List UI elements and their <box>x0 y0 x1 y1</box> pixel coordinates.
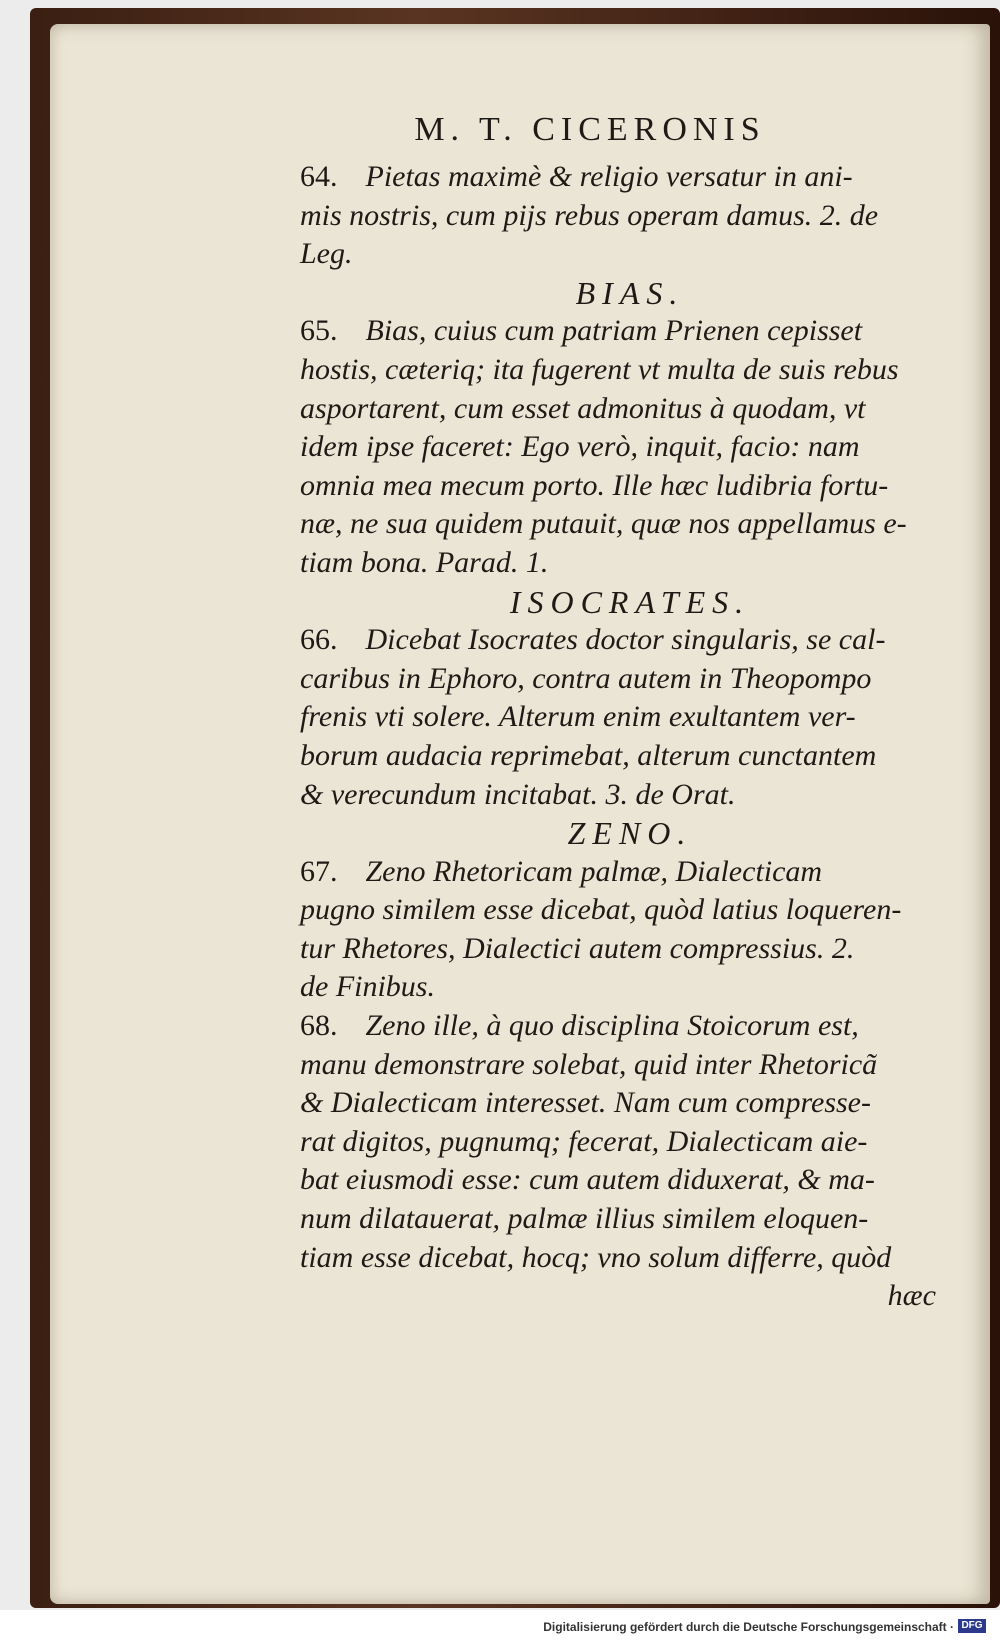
running-head: M. T. CICERONIS <box>414 111 766 148</box>
text-line <box>300 1161 960 1200</box>
page-text-block <box>300 108 960 1315</box>
text-lines <box>300 158 960 1277</box>
section-heading: BIAS. <box>575 274 685 311</box>
line-text: rat digitos, pugnumq; fecerat, Dialecticam aie- <box>300 1124 868 1158</box>
line-text: tiam esse dicebat, hocq; vno solum differre, quòd <box>300 1240 892 1274</box>
section-heading: ZENO. <box>567 815 693 852</box>
line-text: Zeno ille, à quo disciplina Stoicorum est, <box>365 1009 859 1043</box>
line-text: & Dialecticam interesset. Nam cum compresse- <box>300 1086 871 1120</box>
text-line <box>300 660 960 699</box>
text-line <box>300 891 960 930</box>
text-line <box>300 621 960 660</box>
line-text: Zeno Rhetoricam palmæ, Dialecticam <box>365 854 823 888</box>
text-line <box>300 467 960 506</box>
entry-number: 64. <box>300 160 338 193</box>
line-text: borum audacia reprimebat, alterum cunctantem <box>300 738 877 772</box>
text-line <box>300 351 960 390</box>
text-line <box>300 776 960 815</box>
line-text: bat eiusmodi esse: cum autem diduxerat, & ma- <box>300 1163 875 1197</box>
text-line <box>300 1046 960 1085</box>
line-text: hostis, cæteriq; ita fugerent vt multa de suis rebus <box>300 352 899 386</box>
text-line <box>300 1123 960 1162</box>
text-line <box>300 853 960 892</box>
footer-bar <box>0 1610 1000 1642</box>
text-line <box>300 698 960 737</box>
entry-number: 67. <box>300 854 338 888</box>
text-line <box>300 737 960 776</box>
entry-number: 66. <box>300 623 338 657</box>
text-line <box>300 312 960 351</box>
text-line <box>300 235 960 274</box>
line-text: Dicebat Isocrates doctor singularis, se cal- <box>365 623 886 657</box>
text-line <box>300 158 960 197</box>
text-line <box>300 428 960 467</box>
text-line <box>300 1084 960 1123</box>
line-text: næ, ne sua quidem putauit, quæ nos appellamus e- <box>300 507 907 541</box>
text-line <box>300 390 960 429</box>
text-line <box>300 1200 960 1239</box>
line-text: de Finibus. <box>300 970 435 1004</box>
line-text: mis nostris, cum pijs rebus operam damus. 2. de <box>300 198 879 232</box>
line-text: frenis vti solere. Alterum enim exultantem ver- <box>300 700 856 734</box>
line-text: pugno similem esse dicebat, quòd latius loqueren- <box>300 893 902 927</box>
section-heading: ISOCRATES. <box>509 583 751 620</box>
line-text: Bias, cuius cum patriam Prienen cepisset <box>365 314 863 348</box>
footer-credit: Digitalisierung gefördert durch die Deutsche Forschungsgemeinschaft · <box>543 1620 954 1634</box>
line-text: omnia mea mecum porto. Ille hæc ludibria fortu- <box>300 468 889 502</box>
entry-number: 68. <box>300 1009 338 1043</box>
dfg-logo-icon: DFG <box>958 1619 986 1633</box>
line-text: tiam bona. Parad. 1. <box>300 545 549 579</box>
line-text: tur Rhetores, Dialectici autem compressius. 2. <box>300 931 855 965</box>
line-text: Leg. <box>300 237 353 271</box>
catchword: hæc <box>887 1279 936 1313</box>
text-line <box>300 968 960 1007</box>
text-line <box>300 1239 960 1278</box>
text-line <box>300 1007 960 1046</box>
line-text: caribus in Ephoro, contra autem in Theopompo <box>300 661 872 695</box>
entry-number: 65. <box>300 314 338 348</box>
line-text: asportarent, cum esset admonitus à quodam, vt <box>300 391 866 425</box>
line-text: idem ipse faceret: Ego verò, inquit, facio: nam <box>300 430 860 464</box>
text-line <box>300 930 960 969</box>
line-text: num dilatauerat, palmæ illius similem eloquen- <box>300 1202 869 1236</box>
text-line <box>300 197 960 236</box>
line-text: manu demonstrare solebat, quid inter Rhetoricã <box>300 1047 878 1081</box>
text-line <box>300 505 960 544</box>
line-text: Pietas maximè & religio versatur in ani- <box>365 160 853 193</box>
text-line <box>300 544 960 583</box>
line-text: & verecundum incitabat. 3. de Orat. <box>300 777 736 811</box>
